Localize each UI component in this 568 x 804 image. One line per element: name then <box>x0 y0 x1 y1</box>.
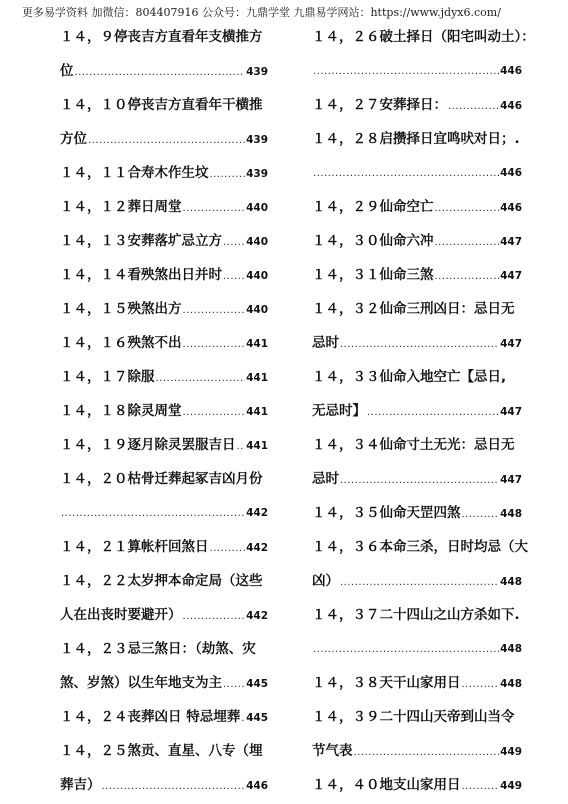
toc-entry-line <box>60 700 268 734</box>
toc-entry[interactable] <box>312 88 522 122</box>
toc-entry-title: １４，１７除服 <box>60 369 155 385</box>
dot-leader <box>354 736 500 770</box>
toc-entry-title: １４，３６本命三杀，日时均忌（大 <box>312 539 528 555</box>
toc-page-number: 447 <box>500 406 522 418</box>
dot-leader <box>340 328 499 362</box>
toc-page-number: 445 <box>246 712 268 724</box>
dot-leader <box>210 532 246 566</box>
toc-entry-title: １４，２６破土择日（阳宅叫动土）： <box>312 29 535 45</box>
toc-page-number: 440 <box>246 202 268 214</box>
toc-page-number: 446 <box>500 167 522 179</box>
dot-leader <box>223 260 245 294</box>
toc-page-number: 442 <box>246 542 268 554</box>
toc-entry-line <box>312 666 522 700</box>
toc-column-left <box>60 20 268 802</box>
toc-entry[interactable] <box>60 292 268 326</box>
toc-page-number: 448 <box>500 508 522 520</box>
toc-page-number: 440 <box>246 304 268 316</box>
toc-entry-title: １４，３０仙命六冲 <box>312 233 434 249</box>
toc-entry-line <box>60 224 268 258</box>
toc-entry-title: １４，３１仙命三煞 <box>312 267 434 283</box>
toc-entry-title: １４，９停丧吉方直看年支横推方 <box>60 29 263 45</box>
toc-entry-title: １４，３８天干山家用日 <box>312 675 461 691</box>
toc-entry-line <box>312 496 522 530</box>
toc-column-right <box>312 20 535 802</box>
toc-entry-line <box>312 326 522 360</box>
dot-leader <box>223 668 245 702</box>
toc-entry-title: １４，３７二十四山之山方杀如下. <box>312 607 520 623</box>
toc-entry-line <box>312 190 522 224</box>
toc-page-number: 439 <box>246 134 268 146</box>
toc-entry[interactable] <box>60 224 268 258</box>
dot-leader <box>102 770 246 804</box>
dot-leader <box>313 55 499 89</box>
toc-entry[interactable] <box>60 88 268 156</box>
toc-page-number: 440 <box>246 270 268 282</box>
toc-entry[interactable] <box>312 122 522 190</box>
toc-entry-line <box>60 326 268 360</box>
toc-entry-line <box>60 462 268 496</box>
toc-entry-line <box>312 462 522 496</box>
toc-entry-title: 节气表 <box>312 743 353 759</box>
toc-entry-line <box>60 598 268 632</box>
toc-entry-title: １４，１９逐月除灵罢服吉日 <box>60 437 236 453</box>
toc-entry-title: １４，２１算帐杆回煞日 <box>60 539 209 555</box>
page-header: 更多易学资料 加微信：804407916 公众号：九鼎学堂 九鼎易学网站：https://www.jdyx6.com/ <box>22 6 501 19</box>
toc-page-number: 448 <box>500 678 522 690</box>
toc-entry[interactable] <box>60 326 268 360</box>
toc-entry[interactable] <box>60 20 268 88</box>
dot-leader <box>88 124 245 158</box>
dot-leader <box>183 328 246 362</box>
toc-entry-title: 煞、岁煞）以生年地支为主 <box>60 675 222 691</box>
toc-entry-title: １４，２４丧葬凶日 特忌埋葬 <box>60 709 241 725</box>
dot-leader <box>183 294 246 328</box>
dot-leader <box>241 702 245 736</box>
dot-leader <box>462 770 500 804</box>
toc-entry[interactable] <box>312 666 522 700</box>
toc-entry[interactable] <box>312 224 522 258</box>
toc-entry-title: 人在出丧时要避开） <box>60 607 182 623</box>
toc-entry-title: １４，１２葬日周堂 <box>60 199 182 215</box>
toc-entry[interactable] <box>312 598 522 666</box>
dot-leader <box>183 396 246 430</box>
toc-entry-title: 葬吉） <box>60 777 101 793</box>
toc-entry[interactable] <box>60 190 268 224</box>
toc-entry-title: １４，２７安葬择日： <box>312 97 447 113</box>
toc-entry-title: 凶） <box>312 573 339 589</box>
toc-entry-line <box>312 360 522 394</box>
toc-page-number: 446 <box>500 100 522 112</box>
dot-leader <box>435 192 500 226</box>
toc-entry-title: １４，４０地支山家用日 <box>312 777 461 793</box>
dot-leader <box>223 226 245 260</box>
dot-leader <box>237 430 246 464</box>
toc-entry-title: １４，３４仙命寸土无光：忌日无 <box>312 437 515 453</box>
dot-leader <box>340 464 499 498</box>
toc-entry-title: １４，２５煞贡、直星、八专（埋 <box>60 743 263 759</box>
dot-leader <box>367 396 499 430</box>
toc-entry-title: １４，３２仙命三刑凶日：忌日无 <box>312 301 515 317</box>
toc-entry-title: 忌时 <box>312 471 339 487</box>
toc-page-number: 441 <box>246 406 268 418</box>
toc-entry-line <box>60 122 268 156</box>
toc-entry-title: １４，３９二十四山天帝到山当令 <box>312 709 515 725</box>
toc-page-number: 447 <box>500 236 522 248</box>
toc-entry-line <box>312 224 522 258</box>
toc-entry-line <box>60 54 268 88</box>
toc-page-number: 439 <box>246 168 268 180</box>
dot-leader <box>313 633 499 667</box>
toc-entry-title: １４，１４看殃煞出日并时 <box>60 267 222 283</box>
toc-entry-line <box>312 530 528 564</box>
toc-page-number: 441 <box>246 372 268 384</box>
toc-entry-line <box>312 156 522 190</box>
toc-entry-line <box>60 88 268 122</box>
dot-leader <box>448 90 499 124</box>
toc-entry-title: 方位 <box>60 131 87 147</box>
toc-entry-line <box>312 598 522 632</box>
toc-page-number: 439 <box>246 66 268 78</box>
toc-entry-line <box>60 496 268 530</box>
toc-page-number: 449 <box>500 746 522 758</box>
toc-page-number: 448 <box>500 643 522 655</box>
toc-entry-line <box>60 360 268 394</box>
toc-entry-line <box>60 428 268 462</box>
toc-entry-title: １４，２９仙命空亡 <box>312 199 434 215</box>
dot-leader <box>75 56 246 90</box>
dot-leader <box>183 192 246 226</box>
toc-entry-line <box>60 632 268 666</box>
toc-entry-line <box>312 564 522 598</box>
toc-page-number: 441 <box>246 440 268 452</box>
toc-page-number: 449 <box>500 780 522 792</box>
toc-entry-line <box>312 292 522 326</box>
toc-entry-line <box>60 666 268 700</box>
toc-entry[interactable] <box>60 564 268 632</box>
toc-entry-title: １４，３５仙命天罡四煞 <box>312 505 461 521</box>
toc-page-number: 445 <box>246 678 268 690</box>
dot-leader <box>183 600 246 634</box>
toc-entry[interactable] <box>60 632 268 700</box>
toc-entry[interactable] <box>312 496 522 530</box>
toc-page-number: 446 <box>500 65 522 77</box>
toc-entry-line <box>312 88 522 122</box>
toc-entry-line <box>60 734 268 768</box>
toc-entry-line <box>312 258 522 292</box>
dot-leader <box>462 668 500 702</box>
toc-entry-title: 无忌时】 <box>312 403 366 419</box>
toc-entry-title: １４，２３忌三煞日：（劫煞、灾 <box>60 641 256 657</box>
toc-entry[interactable] <box>60 360 268 394</box>
dot-leader <box>435 226 500 260</box>
toc-entry-title: １４，１０停丧吉方直看年干横推 <box>60 97 263 113</box>
toc-page-number: 447 <box>500 338 522 350</box>
toc-entry-title: 忌时 <box>312 335 339 351</box>
toc-entry[interactable] <box>60 156 268 190</box>
toc-page-number: 442 <box>246 610 268 622</box>
toc-entry-line <box>60 564 268 598</box>
toc-entry-line <box>312 632 522 666</box>
toc-entry-line <box>312 700 522 734</box>
toc-page-number: 440 <box>246 236 268 248</box>
toc-entry-line <box>60 530 268 564</box>
toc-entry[interactable] <box>60 700 268 734</box>
toc-entry-line <box>312 428 522 462</box>
toc-entry-title: １４，３３仙命入地空亡【忌日, <box>312 369 507 385</box>
toc-entry-line <box>60 394 268 428</box>
toc-entry-title: 位 <box>60 63 74 79</box>
toc-entry-line <box>312 768 522 802</box>
toc-page-number: 442 <box>246 507 268 519</box>
toc-entry[interactable] <box>60 258 268 292</box>
toc-entry-line <box>60 156 268 190</box>
toc-entry[interactable] <box>60 428 268 462</box>
toc-page-number: 447 <box>500 270 522 282</box>
toc-entry-line <box>312 394 522 428</box>
toc-entry-line <box>312 54 522 88</box>
toc-entry-title: １４，２０枯骨迁葬起冢吉凶月份 <box>60 471 263 487</box>
toc-page-number: 448 <box>500 576 522 588</box>
dot-leader <box>61 497 245 531</box>
dot-leader <box>313 157 499 191</box>
dot-leader <box>462 498 500 532</box>
toc-entry[interactable] <box>312 360 522 428</box>
toc-entry[interactable] <box>312 428 522 496</box>
toc-entry-line <box>312 122 522 156</box>
toc-entry-line <box>60 190 268 224</box>
toc-entry-title: １４，１８除灵周堂 <box>60 403 182 419</box>
toc-page-number: 441 <box>246 338 268 350</box>
toc-page-number: 446 <box>500 202 522 214</box>
dot-leader <box>435 260 500 294</box>
toc-entry-title: １４，２８启攒择日宜鸣吠对日；. <box>312 131 520 147</box>
toc-entry[interactable] <box>312 700 522 768</box>
toc-entry-line <box>312 20 535 54</box>
toc-entry[interactable] <box>312 20 535 88</box>
toc-entry[interactable] <box>60 462 268 530</box>
toc-entry-title: １４，１１合寿木作生坟 <box>60 165 209 181</box>
toc-entry[interactable] <box>60 734 268 802</box>
dot-leader <box>210 158 246 192</box>
toc-entry-line <box>60 20 268 54</box>
dot-leader <box>156 362 246 396</box>
toc-page-number: 447 <box>500 474 522 486</box>
toc-entry[interactable] <box>312 530 528 598</box>
toc-entry-line <box>60 768 268 802</box>
toc-entry[interactable] <box>60 394 268 428</box>
toc-entry[interactable] <box>312 292 522 360</box>
toc-entry-title: １４，２２太岁押本命定局（这些 <box>60 573 263 589</box>
toc-entry[interactable] <box>312 190 522 224</box>
toc-entry-title: １４，１３安葬落圹忌立方 <box>60 233 222 249</box>
toc-page-number: 446 <box>246 780 268 792</box>
toc-entry[interactable] <box>312 258 522 292</box>
toc-entry-line <box>312 734 522 768</box>
toc-entry-line <box>60 292 268 326</box>
toc-entry[interactable] <box>312 768 522 802</box>
toc-entry-title: １４，１６殃煞不出 <box>60 335 182 351</box>
dot-leader <box>340 566 499 600</box>
toc-entry[interactable] <box>60 530 268 564</box>
toc-entry-title: １４，１５殃煞出方 <box>60 301 182 317</box>
toc-entry-line <box>60 258 268 292</box>
